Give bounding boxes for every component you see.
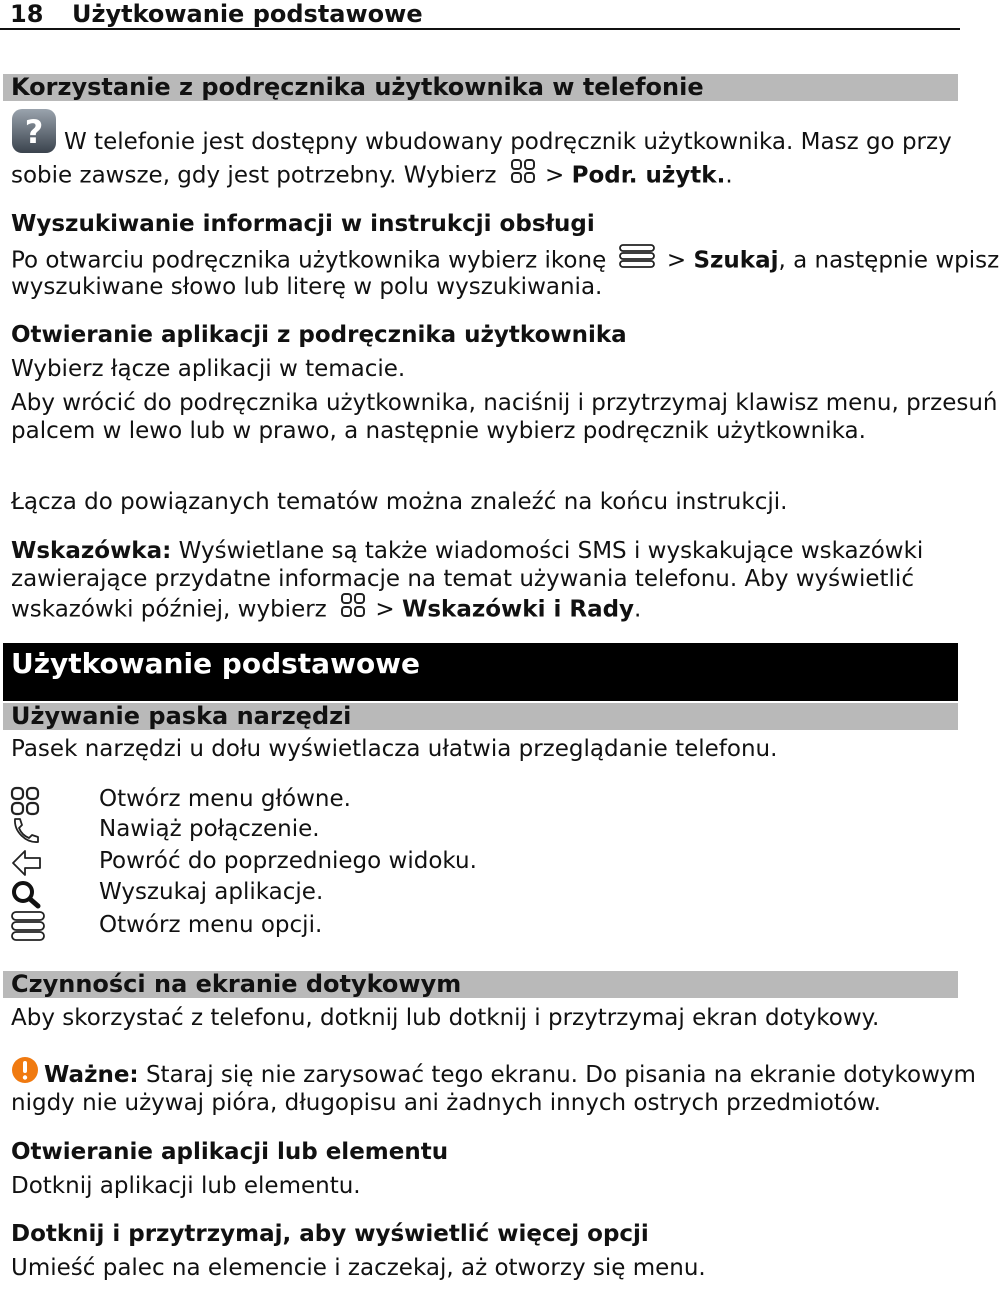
options-menu-icon — [618, 243, 656, 275]
text-run: , a następnie wpisz — [778, 247, 999, 274]
subheading: Otwieranie aplikacji z podręcznika użytkownika — [11, 322, 627, 348]
paragraph-line: Dotknij aplikacji lub elementu. — [11, 1173, 361, 1199]
text-run: Po otwarciu podręcznika użytkownika wybierz ikonę — [11, 247, 607, 274]
main-menu-icon — [340, 592, 366, 624]
section-band-touchscreen — [3, 971, 958, 998]
text-run: Wyświetlane są także wiadomości SMS i wyskakujące wskazówki — [171, 538, 924, 564]
paragraph-line: nigdy nie używaj pióra, długopisu ani żadnych innych ostrych przedmiotów. — [11, 1090, 881, 1116]
toolbar-item-text: Nawiąż połączenie. — [99, 816, 320, 842]
header-rule — [0, 28, 960, 30]
search-icon — [10, 879, 42, 909]
main-menu-icon — [510, 158, 536, 190]
options-menu-icon — [10, 910, 42, 940]
help-icon — [11, 108, 57, 154]
toolbar-item-text: Wyszukaj aplikacje. — [99, 879, 324, 905]
paragraph-line — [11, 538, 923, 564]
text-run: wskazówki później, wybierz — [11, 596, 327, 623]
toolbar-item-text: Otwórz menu opcji. — [99, 912, 323, 938]
subheading: Otwieranie aplikacji lub elementu — [11, 1139, 449, 1165]
section-title: Czynności na ekranie dotykowym — [11, 970, 462, 998]
paragraph-line: wyszukiwane słowo lub literę w polu wyszukiwania. — [11, 274, 603, 300]
paragraph-line: Umieść palec na elemencie i zaczekaj, aż otworzy się menu. — [11, 1255, 706, 1281]
section-band-user-guide — [3, 74, 958, 101]
back-arrow-icon — [10, 848, 42, 878]
text-run: . — [634, 596, 642, 623]
chapter-title: Użytkowanie podstawowe — [11, 647, 421, 680]
text-run: sobie zawsze, gdy jest potrzebny. Wybierz — [11, 162, 497, 189]
paragraph-line — [11, 594, 641, 626]
warning-icon — [11, 1056, 39, 1084]
text-run: > — [368, 596, 402, 623]
paragraph-line: Pasek narzędzi u dołu wyświetlacza ułatwia przeglądanie telefonu. — [11, 736, 778, 762]
call-icon — [10, 816, 42, 846]
toolbar-item-text: Otwórz menu główne. — [99, 786, 351, 812]
subheading: Wyszukiwanie informacji w instrukcji obsługi — [11, 211, 595, 237]
text-run: . — [725, 162, 733, 189]
page-header — [10, 0, 423, 28]
menu-path: Wskazówki i Rady — [401, 596, 635, 623]
svg-text:?: ? — [24, 113, 44, 151]
section-title: Korzystanie z podręcznika użytkownika w telefonie — [11, 73, 704, 101]
page-number: 18 — [10, 0, 44, 28]
paragraph-line: palcem w lewo lub w prawo, a następnie wybierz podręcznik użytkownika. — [11, 418, 866, 444]
text-run: > — [537, 162, 572, 189]
chapter-title-bar — [3, 643, 958, 701]
menu-path: Podr. użytk. — [571, 162, 726, 189]
page-section-title: Użytkowanie podstawowe — [72, 0, 423, 28]
paragraph-line — [11, 160, 733, 192]
important-label: Ważne: — [44, 1062, 139, 1088]
text-run: > — [659, 247, 694, 274]
paragraph-line — [11, 245, 999, 277]
subheading: Dotknij i przytrzymaj, aby wyświetlić więcej opcji — [11, 1221, 649, 1247]
text-run: Staraj się nie zarysować tego ekranu. Do pisania na ekranie dotykowym — [138, 1062, 976, 1088]
paragraph-line: W telefonie jest dostępny wbudowany podręcznik użytkownika. Masz go przy — [64, 129, 952, 155]
paragraph-line — [44, 1062, 976, 1088]
toolbar-item-text: Powróć do poprzedniego widoku. — [99, 848, 477, 874]
menu-path: Szukaj — [693, 247, 779, 274]
paragraph-line: zawierające przydatne informacje na temat używania telefonu. Aby wyświetlić — [11, 566, 914, 592]
tip-label: Wskazówka: — [11, 538, 172, 564]
paragraph-line: Aby skorzystać z telefonu, dotknij lub dotknij i przytrzymaj ekran dotykowy. — [11, 1005, 880, 1031]
main-menu-icon — [10, 786, 42, 816]
paragraph-line: Łącza do powiązanych tematów można znaleźć na końcu instrukcji. — [11, 489, 788, 515]
section-title: Używanie paska narzędzi — [11, 702, 352, 730]
section-band-toolbar — [3, 703, 958, 730]
paragraph-line: Aby wrócić do podręcznika użytkownika, naciśnij i przytrzymaj klawisz menu, przesuń — [11, 390, 998, 416]
paragraph-line: Wybierz łącze aplikacji w temacie. — [11, 356, 406, 382]
